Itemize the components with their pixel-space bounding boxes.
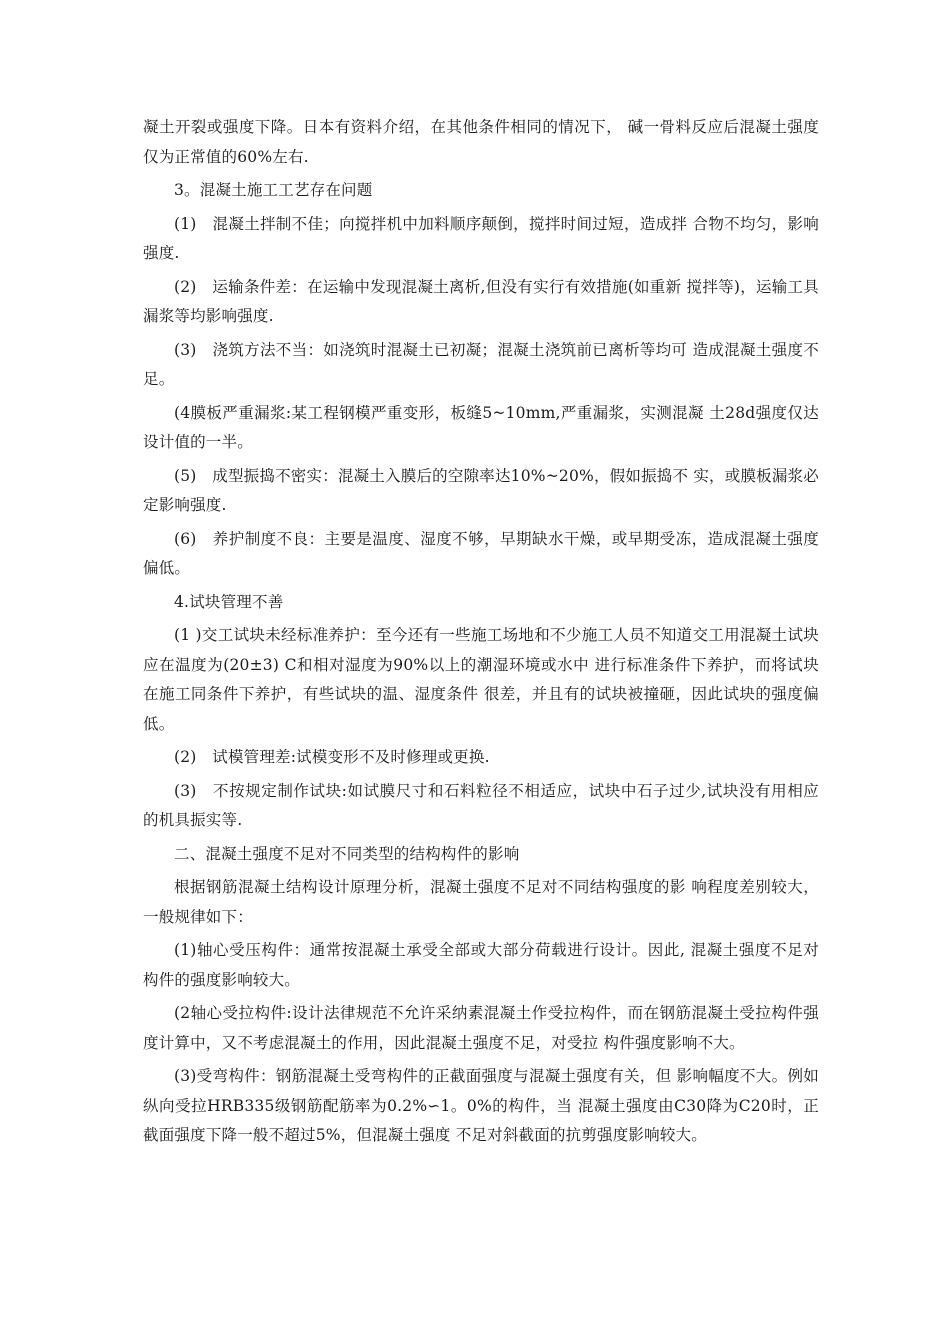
paragraph-test-block-curing: (1 )交工试块未经标准养护：至今还有一些施工场地和不少施工人员不知道交工用混凝土试块应在温度为(20±3) C和相对湿度为90%以上的潮湿环境或水中 进行标准条件下养护，而将试块在施工同条件下养护，有些试块的温、湿度条件 很差，并且有的试块被撞砸，因此试块的强度偏低。 [143, 626, 819, 733]
paragraph-formwork-leak: (4膜板严重漏浆:某工程钢模严重变形，板缝5~10mm,严重漏浆，实测混凝 土28d强度仅达设计值的一半。 [143, 403, 819, 451]
paragraph-analysis-intro: 根据钢筋混凝土结构设计原理分析，混凝土强度不足对不同结构强度的影 响程度差别较大，一般规律如下： [143, 878, 819, 926]
section-heading-influence: 二、混凝土强度不足对不同类型的结构构件的影响 [174, 844, 520, 863]
paragraph-transport: (2) 运输条件差：在运输中发现混凝土离析,但没有实行有效措施(如重新 搅拌等)，运输工具漏浆等均影响强度. [143, 277, 819, 325]
paragraph-1: 凝土开裂或强度下降。日本有资料介绍，在其他条件相同的情况下， 碱一骨料反应后混凝土强度仅为正常值的60%左右. [143, 118, 819, 166]
paragraph-vibration: (5) 成型振捣不密实：混凝土入膜后的空隙率达10%~20%，假如振捣不 实，或膜板漏浆必定影响强度. [143, 466, 819, 514]
paragraph-mixing: (1) 混凝土拌制不佳；向搅拌机中加料顺序颠倒，搅拌时间过短，造成拌 合物不均匀，影响强度. [143, 214, 819, 262]
paragraph-test-block-making: (3) 不按规定制作试块:如试膜尺寸和石料粒径不相适应，试块中石子过少,试块没有用相应的机具振实等. [143, 781, 819, 829]
paragraph-flexural: (3)受弯构件：钢筋混凝土受弯构件的正截面强度与混凝土强度有关，但 影响幅度不大。例如纵向受拉HRB335级钢筋配筋率为0.2%∽1。0%的构件，当 混凝土强度由C30降为C20时，正截面强度下降一般不超过5%，但混凝土强度 不足对斜截面的抗剪强度影响较大。 [143, 1067, 819, 1144]
paragraph-curing: (6) 养护制度不良：主要是温度、湿度不够，早期缺水干燥，或早期受冻，造成混凝土强度偏低。 [143, 529, 819, 577]
section-heading-3: 3。混凝土施工工艺存在问题 [174, 181, 373, 199]
paragraph-axial-compression: (1)轴心受压构件：通常按混凝土承受全部或大部分荷载进行设计。因此, 混凝土强度不足对构件的强度影响较大。 [143, 941, 819, 989]
paragraph-pouring: (3) 浇筑方法不当：如浇筑时混凝土已初凝；混凝土浇筑前已离析等均可 造成混凝土强度不足。 [143, 340, 819, 388]
section-heading-4: 4.试块管理不善 [174, 592, 284, 611]
paragraph-test-mold: (2) 试模管理差:试模变形不及时修理或更换. [174, 748, 490, 766]
paragraph-axial-tension: (2轴心受拉构件:设计法律规范不允许采纳素混凝土作受拉构件，而在钢筋混凝土受拉构件强度计算中，又不考虑混凝土的作用，因此混凝土强度不足，对受拉 构件强度影响不大。 [143, 1004, 819, 1052]
document-body [143, 113, 819, 1155]
